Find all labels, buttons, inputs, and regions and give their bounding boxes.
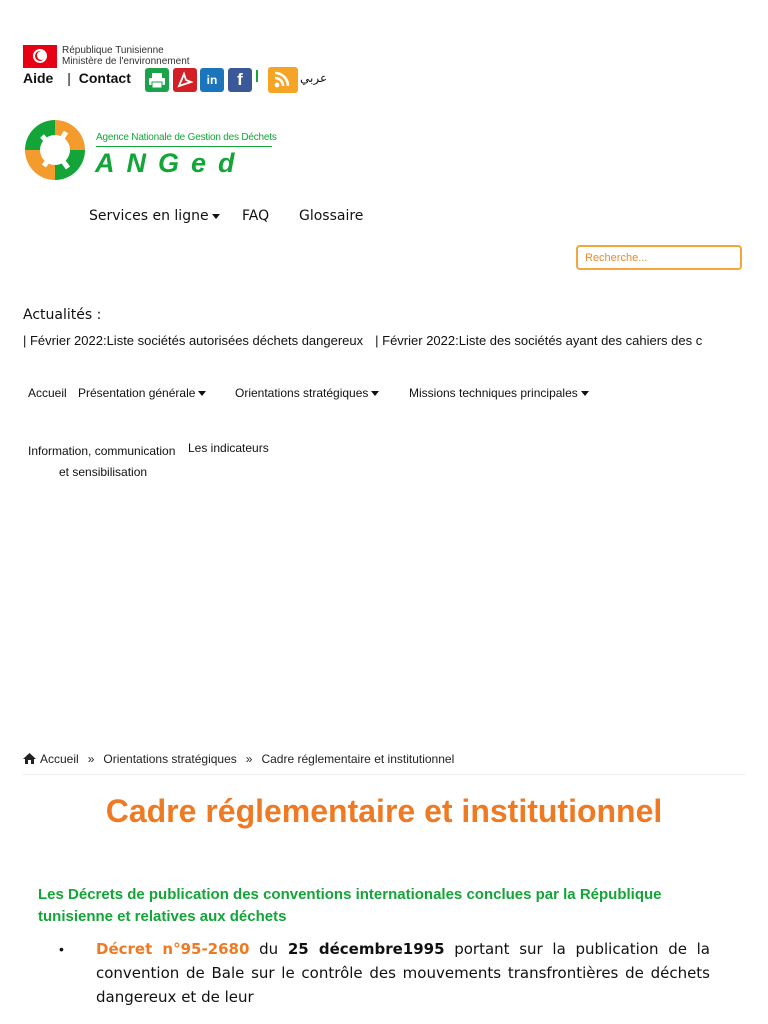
arabic-language-link[interactable]: عربي (300, 71, 328, 85)
logo-divider (96, 146, 272, 147)
facebook-label: f (237, 70, 243, 89)
search-input[interactable] (576, 245, 742, 270)
breadcrumb (23, 752, 454, 766)
subnav-missions-label: Missions techniques principales (409, 386, 578, 400)
subnav-accueil[interactable]: Accueil (28, 386, 67, 400)
chevron-down-icon (371, 391, 379, 396)
subnav-indicateurs[interactable]: Les indicateurs (188, 441, 269, 455)
breadcrumb-separator: » (245, 752, 253, 766)
decree-paragraph (96, 937, 710, 1009)
aide-link[interactable]: Aide (23, 70, 54, 86)
subnav-orientations-label: Orientations stratégiques (235, 386, 369, 400)
top-links (23, 70, 154, 86)
tunisia-flag-icon (23, 45, 57, 68)
subnav-information[interactable] (28, 441, 188, 483)
print-icon[interactable] (145, 68, 169, 92)
contact-link[interactable]: Contact (78, 70, 131, 86)
breadcrumb-home[interactable]: Accueil (40, 752, 79, 766)
nav-services-en-ligne[interactable] (89, 208, 220, 224)
gov-line-1: République Tunisienne (62, 45, 164, 56)
news-item[interactable]: | Février 2022:Liste des sociétés ayant des cahiers des c (375, 333, 703, 348)
section-heading: Les Décrets de publication des conventions internationales conclues par la République tunisienne et relatives aux déchets (38, 886, 662, 925)
divider (256, 70, 258, 82)
decree-link[interactable]: Décret n°95-2680 (96, 940, 250, 958)
breadcrumb-separator: » (87, 752, 95, 766)
rss-icon[interactable] (268, 67, 298, 93)
subnav-orientations[interactable] (235, 386, 379, 400)
nav-services-label: Services en ligne (89, 208, 209, 224)
news-ticker (23, 333, 745, 353)
decree-text: portant sur la publication de la convention de Bale sur le contrôle des mouvements transfrontières de déchets dangereux et de leur (96, 940, 710, 1006)
facebook-icon[interactable] (228, 68, 252, 92)
subnav-information-line1: Information, communication (28, 444, 176, 458)
decree-du: du (249, 940, 288, 958)
subnav-missions[interactable] (409, 386, 589, 400)
government-label (62, 45, 190, 67)
home-icon (23, 753, 36, 764)
page-title: Cadre réglementaire et institutionnel (105, 793, 663, 829)
nav-faq[interactable]: FAQ (242, 208, 270, 224)
bullet-point: • (59, 941, 64, 957)
news-label: Actualités : (23, 307, 102, 323)
breadcrumb-orientations[interactable]: Orientations stratégiques (103, 752, 237, 766)
decree-date: 25 décembre1995 (287, 940, 445, 958)
breadcrumb-current: Cadre réglementaire et institutionnel (261, 752, 455, 766)
linkedin-icon[interactable] (200, 68, 224, 92)
separator: | (67, 70, 71, 86)
divider (23, 774, 745, 775)
news-item[interactable]: | Février 2022:Liste sociétés autorisées déchets dangereux (23, 333, 364, 348)
subnav-presentation[interactable] (78, 386, 206, 400)
pdf-icon[interactable] (173, 68, 197, 92)
nav-glossaire[interactable]: Glossaire (299, 208, 364, 224)
anged-emblem-icon (22, 118, 92, 184)
subnav-information-line2: et sensibilisation (59, 465, 148, 479)
logo-name: ANGed (95, 148, 247, 178)
chevron-down-icon (212, 214, 220, 219)
chevron-down-icon (198, 391, 206, 396)
chevron-down-icon (581, 391, 589, 396)
logo-subtitle: Agence Nationale de Gestion des Déchets (96, 132, 277, 143)
subnav-presentation-label: Présentation générale (78, 386, 196, 400)
gov-line-2: Ministère de l'environnement (62, 56, 190, 67)
linkedin-label: in (206, 73, 218, 87)
